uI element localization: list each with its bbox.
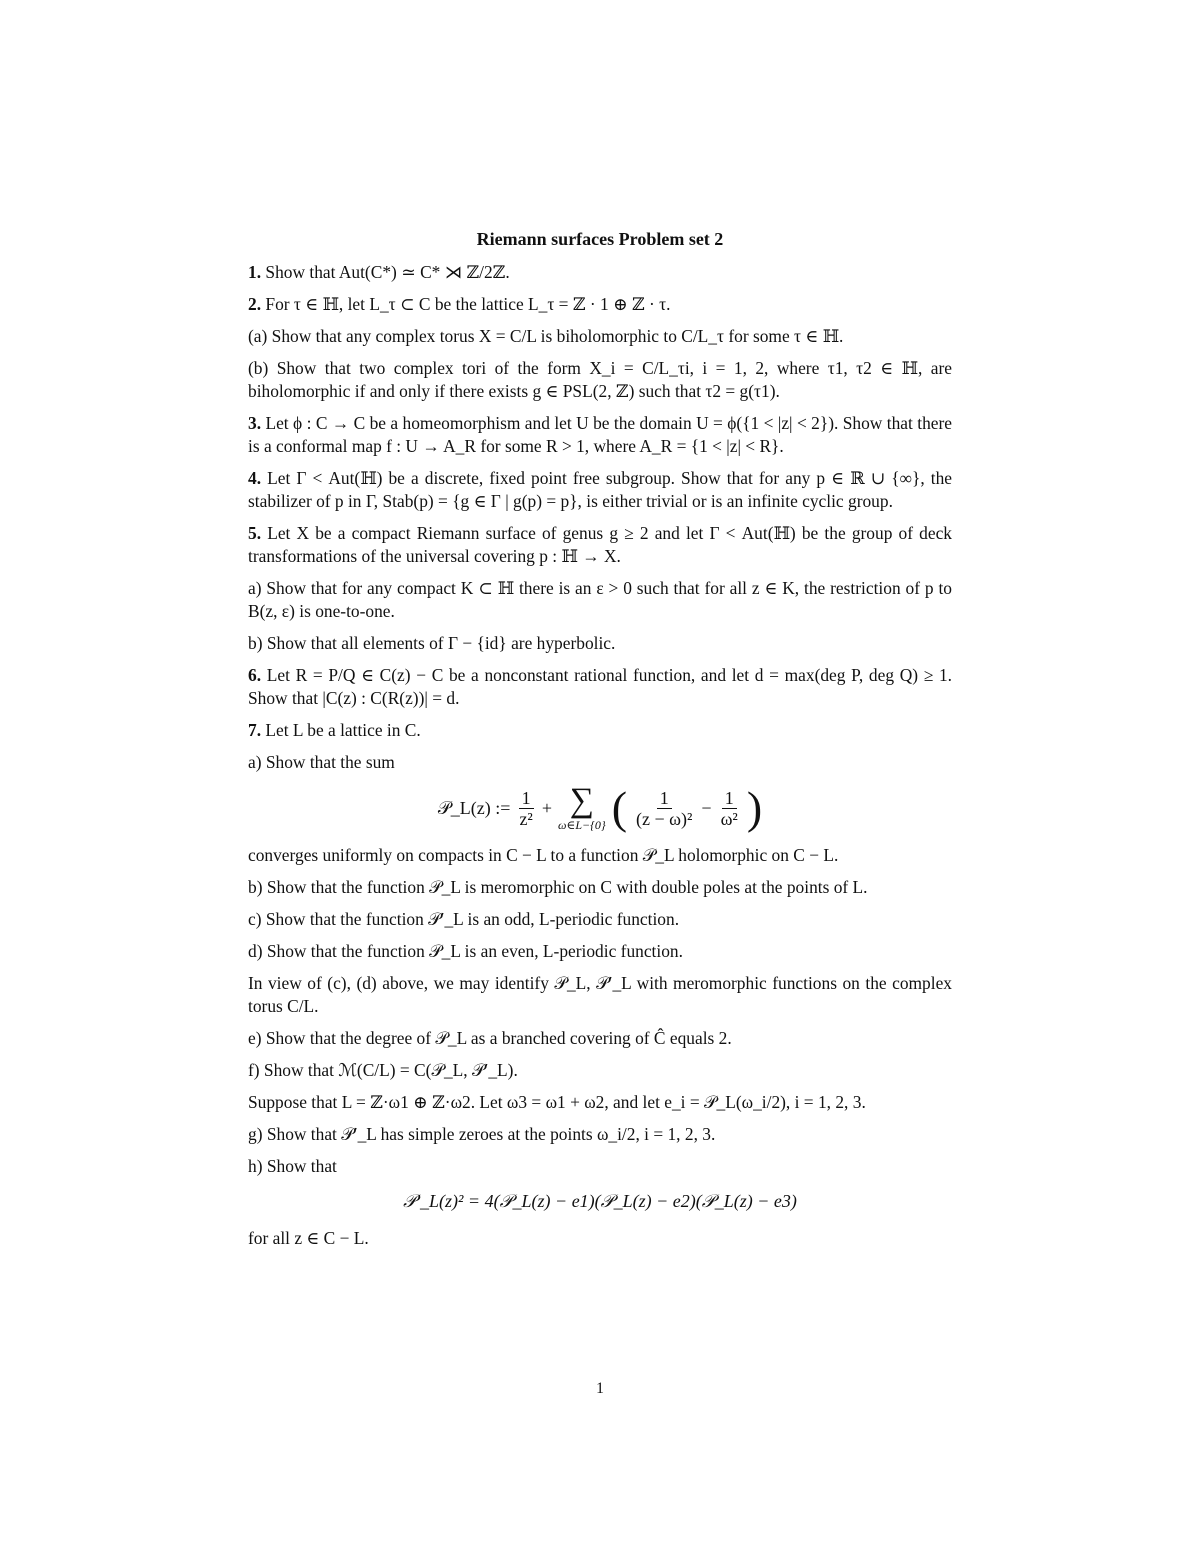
problem-set-page — [248, 228, 952, 1259]
problem-7h: h) Show that — [248, 1156, 337, 1176]
minus-sign: − — [701, 797, 712, 818]
problem-7-after-sum: converges uniformly on compacts in C − L to a function 𝒫_L holomorphic on C − L. — [248, 845, 839, 865]
weierstrass-sum-equation — [248, 784, 952, 832]
problem-text: Let ϕ : C → C be a homeomorphism and let U be the domain U = ϕ({1 < |z| < 2}). Show that there is a conformal map f : U → A_R for some R > 1, where A_R = {1 < |z| < R}. — [248, 413, 952, 456]
problem-7-suppose: Suppose that L = ℤ·ω1 ⊕ ℤ·ω2. Let ω3 = ω1 + ω2, and let e_i = 𝒫_L(ω_i/2), i = 1, 2, 3. — [248, 1092, 866, 1112]
frac-denominator: z² — [519, 808, 533, 829]
problem-7-view: In view of (c), (d) above, we may identify 𝒫_L, 𝒫′_L with meromorphic functions on the complex torus C/L. — [248, 973, 952, 1016]
frac-numerator: 1 — [722, 788, 737, 809]
fraction-1-over-z2 — [516, 788, 535, 829]
problem-text: For τ ∈ ℍ, let L_τ ⊂ C be the lattice L_τ = ℤ · 1 ⊕ ℤ · τ. — [265, 294, 671, 314]
plus-sign: + — [541, 797, 552, 818]
problem-text: Let X be a compact Riemann surface of genus g ≥ 2 and let Γ < Aut(ℍ) be the group of deck transformations of the universal covering p : ℍ → X. — [248, 523, 952, 566]
page-title: Riemann surfaces Problem set 2 — [476, 229, 724, 249]
frac-denominator: (z − ω)² — [636, 808, 693, 829]
problem-number: 4. — [248, 468, 262, 488]
problem-5 — [248, 522, 952, 568]
problem-number: 2. — [248, 294, 262, 314]
problem-2 — [248, 293, 952, 316]
summation — [558, 784, 606, 832]
frac-numerator: 1 — [519, 788, 534, 809]
problem-6 — [248, 664, 952, 710]
problem-text: Let L be a lattice in C. — [265, 720, 421, 740]
problem-7-final: for all z ∈ C − L. — [248, 1228, 369, 1248]
problem-5a: a) Show that for any compact K ⊂ ℍ there is an ε > 0 such that for all z ∈ K, the restriction of p to B(z, ε) is one-to-one. — [248, 578, 952, 621]
problem-5b: b) Show that all elements of Γ − {id} are hyperbolic. — [248, 633, 616, 653]
page-number: 1 — [596, 1380, 604, 1397]
frac-numerator: 1 — [657, 788, 672, 809]
problem-text: Show that Aut(C*) ≃ C* ⋊ ℤ/2ℤ. — [265, 262, 510, 282]
problem-4 — [248, 467, 952, 513]
problem-7c: c) Show that the function 𝒫′_L is an odd, L-periodic function. — [248, 909, 680, 929]
weierstrass-differential-equation: 𝒫′_L(z)² = 4(𝒫_L(z) − e1)(𝒫_L(z) − e2)(𝒫_L(z) − e3) — [403, 1191, 797, 1211]
problem-7b: b) Show that the function 𝒫_L is meromorphic on C with double poles at the points of L. — [248, 877, 868, 897]
problem-number: 7. — [248, 720, 262, 740]
problem-3 — [248, 412, 952, 458]
problem-7g: g) Show that 𝒫′_L has simple zeroes at the points ω_i/2, i = 1, 2, 3. — [248, 1124, 716, 1144]
fraction-1-over-omega2 — [718, 788, 741, 829]
problem-2b: (b) Show that two complex tori of the form X_i = C/L_τi, i = 1, 2, where τ1, τ2 ∈ ℍ, are biholomorphic if and only if there exists g ∈ PSL(2, ℤ) such that τ2 = g(τ1). — [248, 358, 952, 401]
frac-denominator: ω² — [720, 808, 738, 829]
problem-2a: (a) Show that any complex torus X = C/L is biholomorphic to C/L_τ for some τ ∈ ℍ. — [248, 326, 844, 346]
problem-number: 5. — [248, 523, 262, 543]
eq-lhs: 𝒫_L(z) := — [437, 797, 511, 818]
problem-7 — [248, 719, 952, 742]
problem-7d: d) Show that the function 𝒫_L is an even, L-periodic function. — [248, 941, 683, 961]
problem-1 — [248, 261, 952, 284]
right-paren: ) — [746, 782, 763, 833]
problem-7e: e) Show that the degree of 𝒫_L as a branched covering of Ĉ equals 2. — [248, 1028, 732, 1048]
problem-number: 3. — [248, 413, 262, 433]
problem-text: Let Γ < Aut(ℍ) be a discrete, fixed point free subgroup. Show that for any p ∈ ℝ ∪ {∞}, the stabilizer of p in Γ, Stab(p) = {g ∈ Γ | g(p) = p}, is either trivial or is an infinite cyclic group. — [248, 468, 952, 511]
left-paren: ( — [611, 782, 628, 833]
sigma-subscript: ω∈L−{0} — [557, 818, 606, 832]
problem-text: Let R = P/Q ∈ C(z) − C be a nonconstant rational function, and let d = max(deg P, deg Q) ≥ 1. Show that |C(z) : C(R(z))| = d. — [248, 665, 952, 708]
problem-7a: a) Show that the sum — [248, 752, 395, 772]
fraction-1-over-z-minus-omega — [633, 788, 695, 829]
problem-7f: f) Show that ℳ(C/L) = C(𝒫_L, 𝒫′_L). — [248, 1060, 518, 1080]
problem-number: 6. — [248, 665, 262, 685]
problem-number: 1. — [248, 262, 262, 282]
sigma-symbol: ∑ — [569, 782, 594, 819]
